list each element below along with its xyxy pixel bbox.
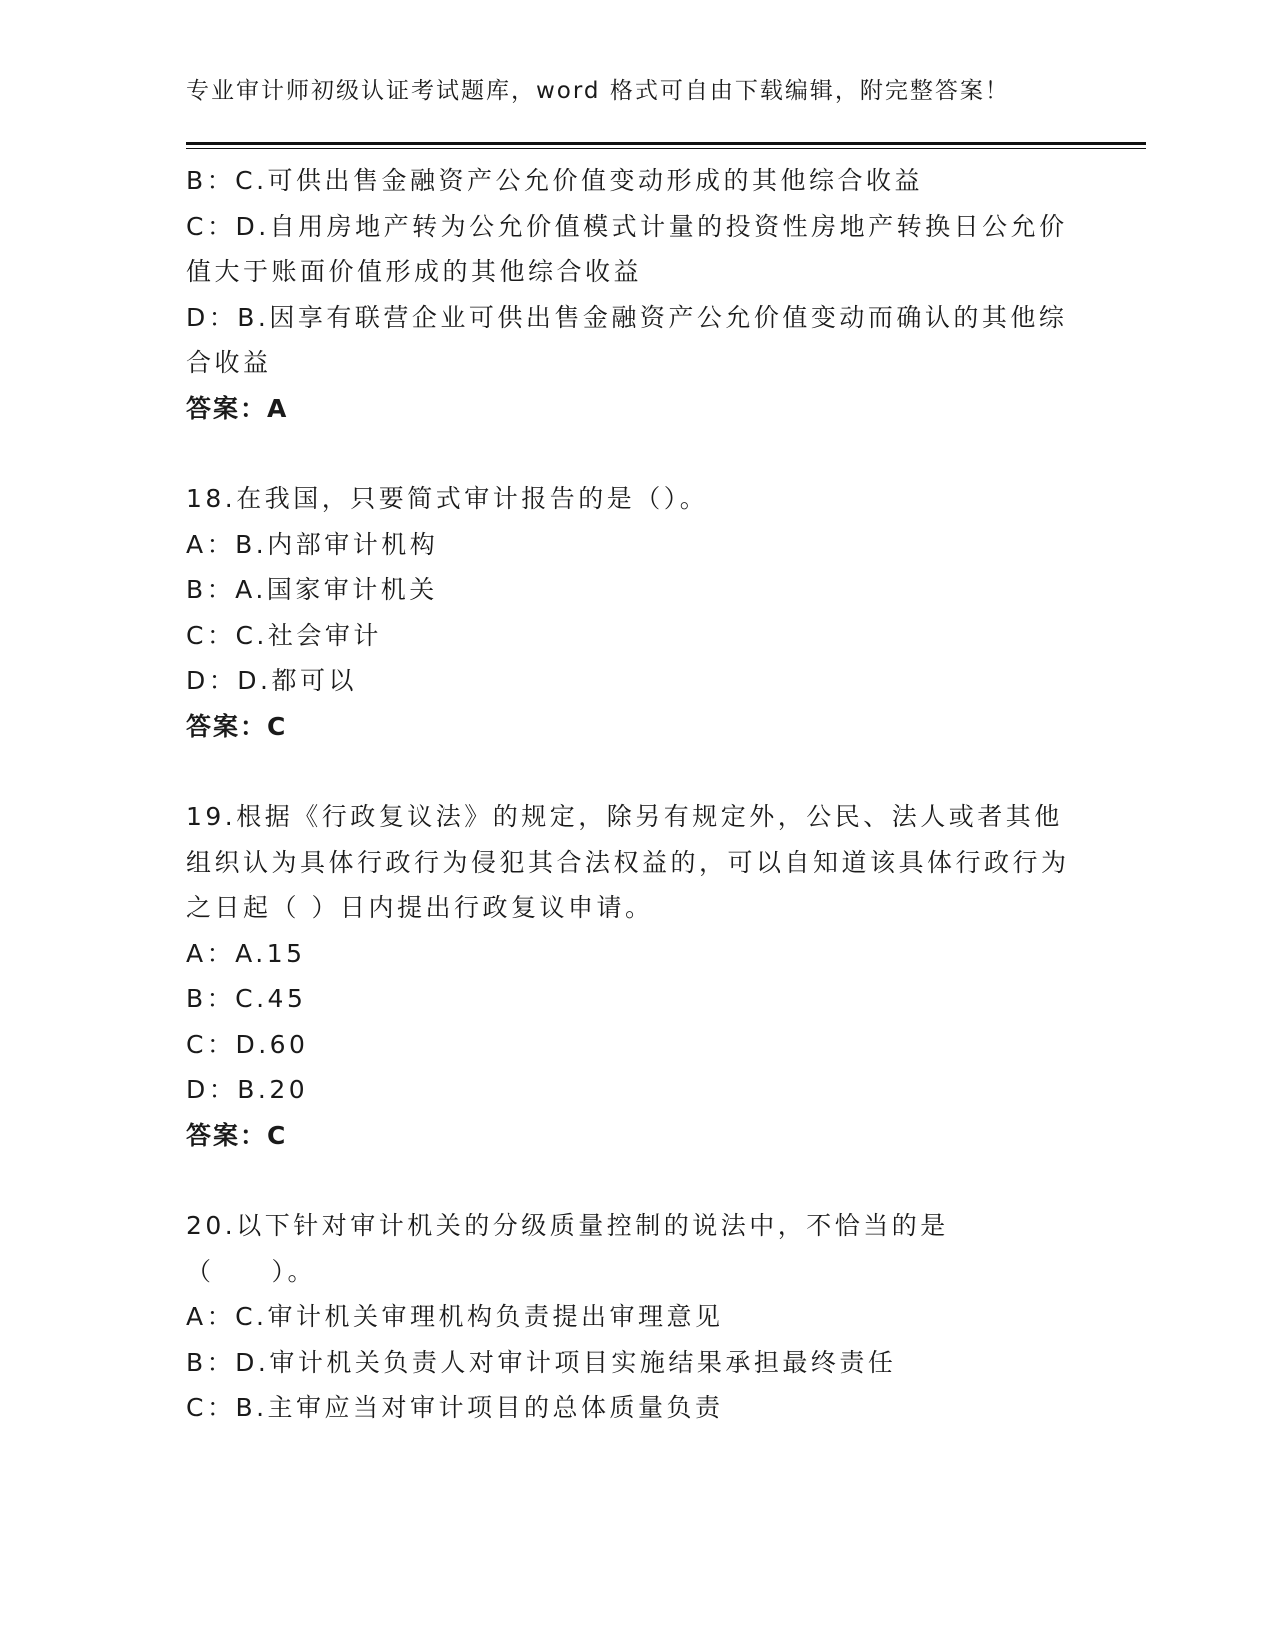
option-line: A：B.内部审计机构 xyxy=(186,529,439,559)
question-stem: 18.在我国，只要简式审计报告的是（）。 xyxy=(186,484,709,513)
option-line: A：C.审计机关审理机构负责提出审理意见 xyxy=(186,1302,724,1331)
spacer xyxy=(186,749,1076,794)
option-line: D：B.20 xyxy=(186,1075,309,1104)
option-line: C：B.主审应当对审计项目的总体质量负责 xyxy=(186,1393,724,1422)
option-line: B：C.45 xyxy=(186,984,307,1013)
option-line: D：D.都可以 xyxy=(186,666,357,695)
question-stem: 20.以下针对审计机关的分级质量控制的说法中，不恰当的是（ ）。 xyxy=(186,1211,949,1286)
answer-line: 答案：A xyxy=(186,393,289,423)
question-stem: 19.根据《行政复议法》的规定，除另有规定外，公民、法人或者其他组织认为具体行政行为侵犯其合法权益的，可以自知道该具体行政行为之日起（ ）日内提出行政复议申请。 xyxy=(186,802,1070,922)
option-line: C：D.60 xyxy=(186,1029,309,1059)
option-line: B：D.审计机关负责人对审计项目实施结果承担最终责任 xyxy=(186,1347,897,1377)
spacer xyxy=(186,1158,1076,1203)
option-line: C：C.社会审计 xyxy=(186,620,382,650)
page-header: 专业审计师初级认证考试题库，word 格式可自由下载编辑，附完整答案！ xyxy=(186,78,1010,104)
header-rule-thick xyxy=(186,142,1146,145)
document-body xyxy=(186,158,1076,1431)
spacer xyxy=(186,431,1076,476)
option-line: C：D.自用房地产转为公允价值模式计量的投资性房地产转换日公允价值大于账面价值形成的其他综合收益 xyxy=(186,211,1068,286)
answer-line: 答案：C xyxy=(186,711,288,741)
option-line: A：A.15 xyxy=(186,938,306,968)
option-line: B：A.国家审计机关 xyxy=(186,575,438,604)
option-line: B：C.可供出售金融资产公允价值变动形成的其他综合收益 xyxy=(186,166,924,195)
option-line: D：B.因享有联营企业可供出售金融资产公允价值变动而确认的其他综合收益 xyxy=(186,302,1068,377)
header-rule-thin xyxy=(186,148,1146,149)
answer-line: 答案：C xyxy=(186,1120,288,1150)
